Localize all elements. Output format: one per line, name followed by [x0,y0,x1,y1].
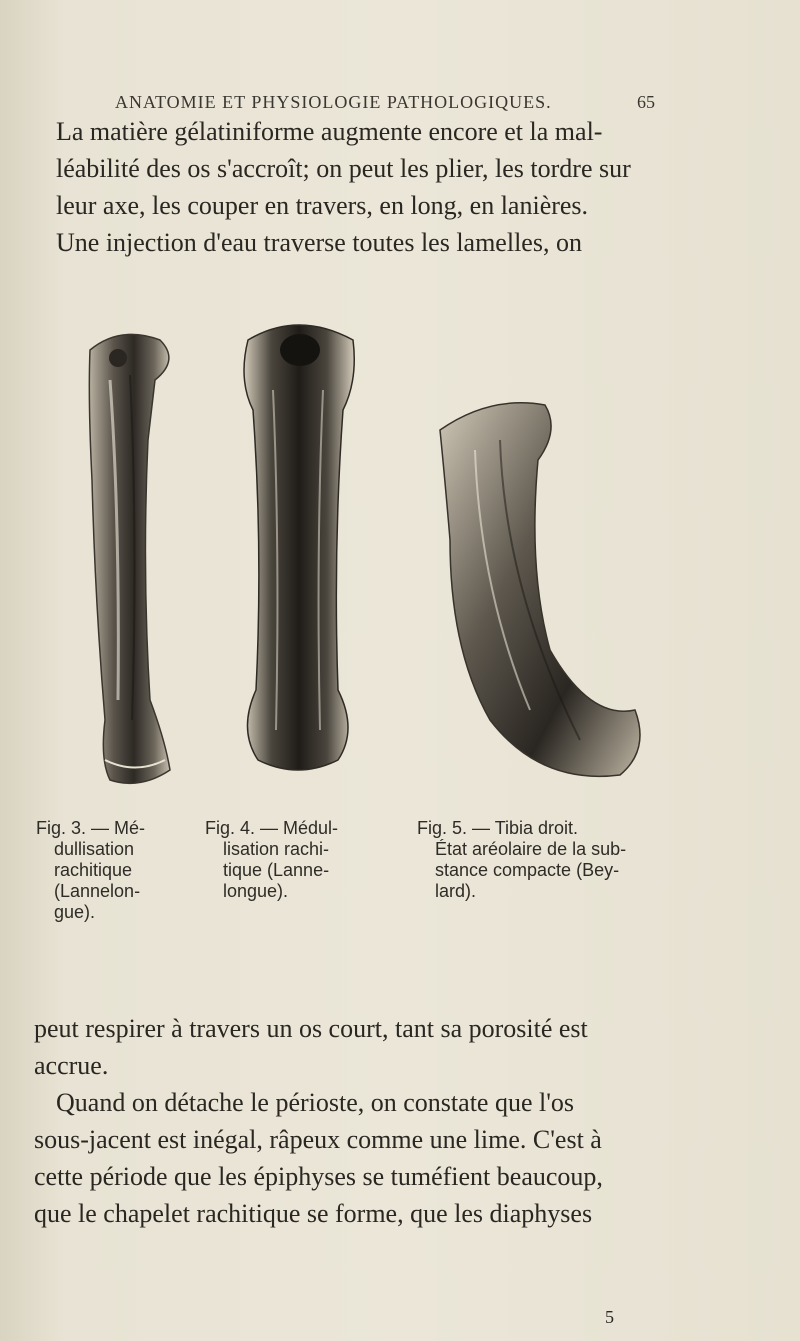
paragraph-continue [34,1010,724,1084]
tibia-illustration-icon [420,390,660,790]
text-line: leur axe, les couper en travers, en long, en lanières. [56,191,589,220]
caption-line: Fig. 3. — Mé- [36,818,146,838]
page-number: 65 [637,92,655,112]
figure-caption-5 [417,818,697,902]
caption-line: Fig. 5. — Tibia droit. [417,818,579,838]
long-bone-illustration-icon [228,310,368,780]
text-line: La matière gélatiniforme augmente encore et la mal- [56,117,603,146]
caption-line: tique (Lanne- [223,860,330,880]
text-line: peut respirer à travers un os court, tant sa porosité est [34,1014,588,1043]
signature-mark: 5 [605,1307,614,1327]
figure-caption-4 [205,818,405,902]
text-line: sous-jacent est inégal, râpeux comme une lime. C'est à [34,1125,602,1154]
caption-line: lisation rachi- [223,839,330,859]
caption-line: rachitique [54,860,133,880]
text-line: Quand on détache le périoste, on constate que l'os [56,1088,575,1117]
caption-line: lard). [435,881,477,901]
running-head: ANATOMIE ET PHYSIOLOGIE PATHOLOGIQUES. [115,92,552,112]
caption-line: (Lannelon- [54,881,141,901]
text-line: accrue. [34,1051,109,1080]
paragraph-top [34,113,724,261]
text-line: que le chapelet rachitique se forme, que les diaphyses [34,1199,593,1228]
caption-line: gue). [54,902,96,922]
text-line: Une injection d'eau traverse toutes les lamelles, on [56,228,582,257]
caption-line: Fig. 4. — Médul- [205,818,339,838]
paragraph-bottom [34,1084,724,1232]
femur-illustration-icon [50,320,230,800]
text-line: cette période que les épiphyses se tuméfient beaucoup, [34,1162,603,1191]
caption-line: État aréolaire de la sub- [435,839,627,859]
caption-line: dullisation [54,839,135,859]
figure-caption-3 [36,818,216,923]
caption-line: stance compacte (Bey- [435,860,620,880]
figure-plate [50,310,690,810]
caption-line: longue). [223,881,289,901]
text-line: léabilité des os s'accroît; on peut les plier, les tordre sur [56,154,631,183]
